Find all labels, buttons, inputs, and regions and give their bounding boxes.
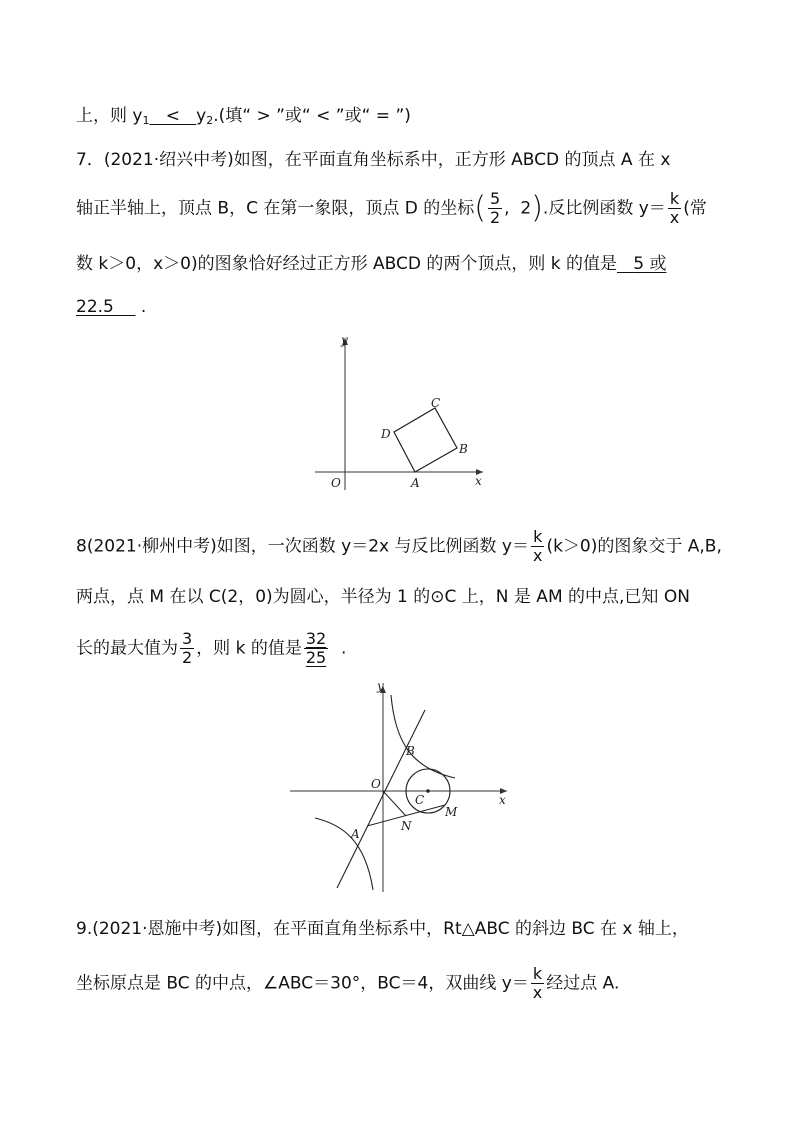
q7-answer-part2: 22.5	[76, 297, 114, 317]
q7-line1: 7．(2021·绍兴中考)如图，在平面直角坐标系中，正方形 ABCD 的顶点 A 在 x	[76, 150, 671, 170]
q8-line2: 两点，点 M 在以 C(2，0)为圆心，半径为 1 的⊙C 上，N 是 AM 的中点,已知 ON	[76, 587, 690, 607]
q7-label-a: A	[411, 476, 420, 490]
q8-segment-on	[383, 791, 406, 816]
q8-max-fraction: $\frac{3}{2}$	[182, 629, 193, 667]
q6-sub1: 1	[142, 114, 150, 127]
q8-hyperbola-q3	[315, 818, 373, 890]
q8-label-y: y	[377, 680, 384, 693]
q7-label-y: y	[341, 333, 348, 347]
q9-line2: 坐标原点是 BC 的中点，∠ABC＝30°，BC＝4，双曲线 y＝ $\frac{k}{x}$ 经过点 A.	[76, 964, 620, 1002]
q8-hyperbola-q1	[391, 695, 455, 778]
q7-label-b: B	[459, 442, 468, 456]
q8-line3: 长的最大值为 $\frac{3}{2}$ ，则 k 的值是 $\frac{32}{25}$ .	[76, 629, 347, 667]
q6-text-pre: 上，则 y	[76, 106, 143, 126]
q8-label-c: C	[415, 793, 425, 807]
q7-coord-fraction: $\frac{5}{2}$	[489, 189, 501, 227]
q8-label-b: B	[406, 744, 415, 758]
q8-label-a: A	[351, 827, 360, 841]
q7-line2: 轴正半轴上，顶点 B，C 在第一象限，顶点 D 的坐标( $\frac{5}{2}$ , 2).反比例函数 y＝ $\frac{k}{x}$ (常	[76, 189, 707, 227]
q7-label-x: x	[475, 474, 482, 488]
q8-line-y-2x	[337, 710, 425, 888]
q8-label-x: x	[499, 793, 506, 807]
q8-label-o: O	[371, 777, 381, 791]
q8-figure	[285, 680, 515, 895]
q8-label-m: M	[445, 805, 458, 819]
q6-sub2: 2	[206, 114, 214, 127]
q7-figure	[305, 330, 495, 495]
q9-line1: 9.(2021·恩施中考)如图，在平面直角坐标系中，Rt△ABC 的斜边 BC 在 x 轴上，	[76, 919, 689, 939]
q7-label-d: D	[381, 427, 391, 441]
q7-k-over-x: $\frac{k}{x}$	[669, 189, 680, 227]
q6-answer: <	[165, 106, 180, 126]
q8-label-n: N	[401, 819, 412, 833]
q8-answer-fraction: $\frac{32}{25}$	[305, 629, 327, 667]
q7-square-abcd	[394, 408, 457, 472]
q7-line3: 数 k＞0，x＞0)的图象恰好经过正方形 ABCD 的两个顶点，则 k 的值是 5 或	[76, 254, 667, 274]
q6-text-post: .(填“ > ”或“ < ”或“ = ”)	[213, 106, 411, 126]
q7-answer-part1: 5 或	[633, 254, 667, 274]
q6-text-mid: y	[196, 106, 207, 126]
q7-label-c: C	[431, 396, 441, 410]
q6-tail-line	[76, 104, 411, 133]
q8-k-over-x: $\frac{k}{x}$	[532, 527, 543, 565]
q9-k-over-x: $\frac{k}{x}$	[532, 964, 543, 1002]
q7-label-o: O	[331, 476, 341, 490]
q8-center-c	[426, 789, 430, 793]
q8-line1: 8(2021·柳州中考)如图，一次函数 y＝2x 与反比例函数 y＝ $\frac{k}{x}$ (k＞0)的图象交于 A,B,	[76, 527, 722, 565]
q7-line4: 22.5 .	[76, 297, 147, 317]
